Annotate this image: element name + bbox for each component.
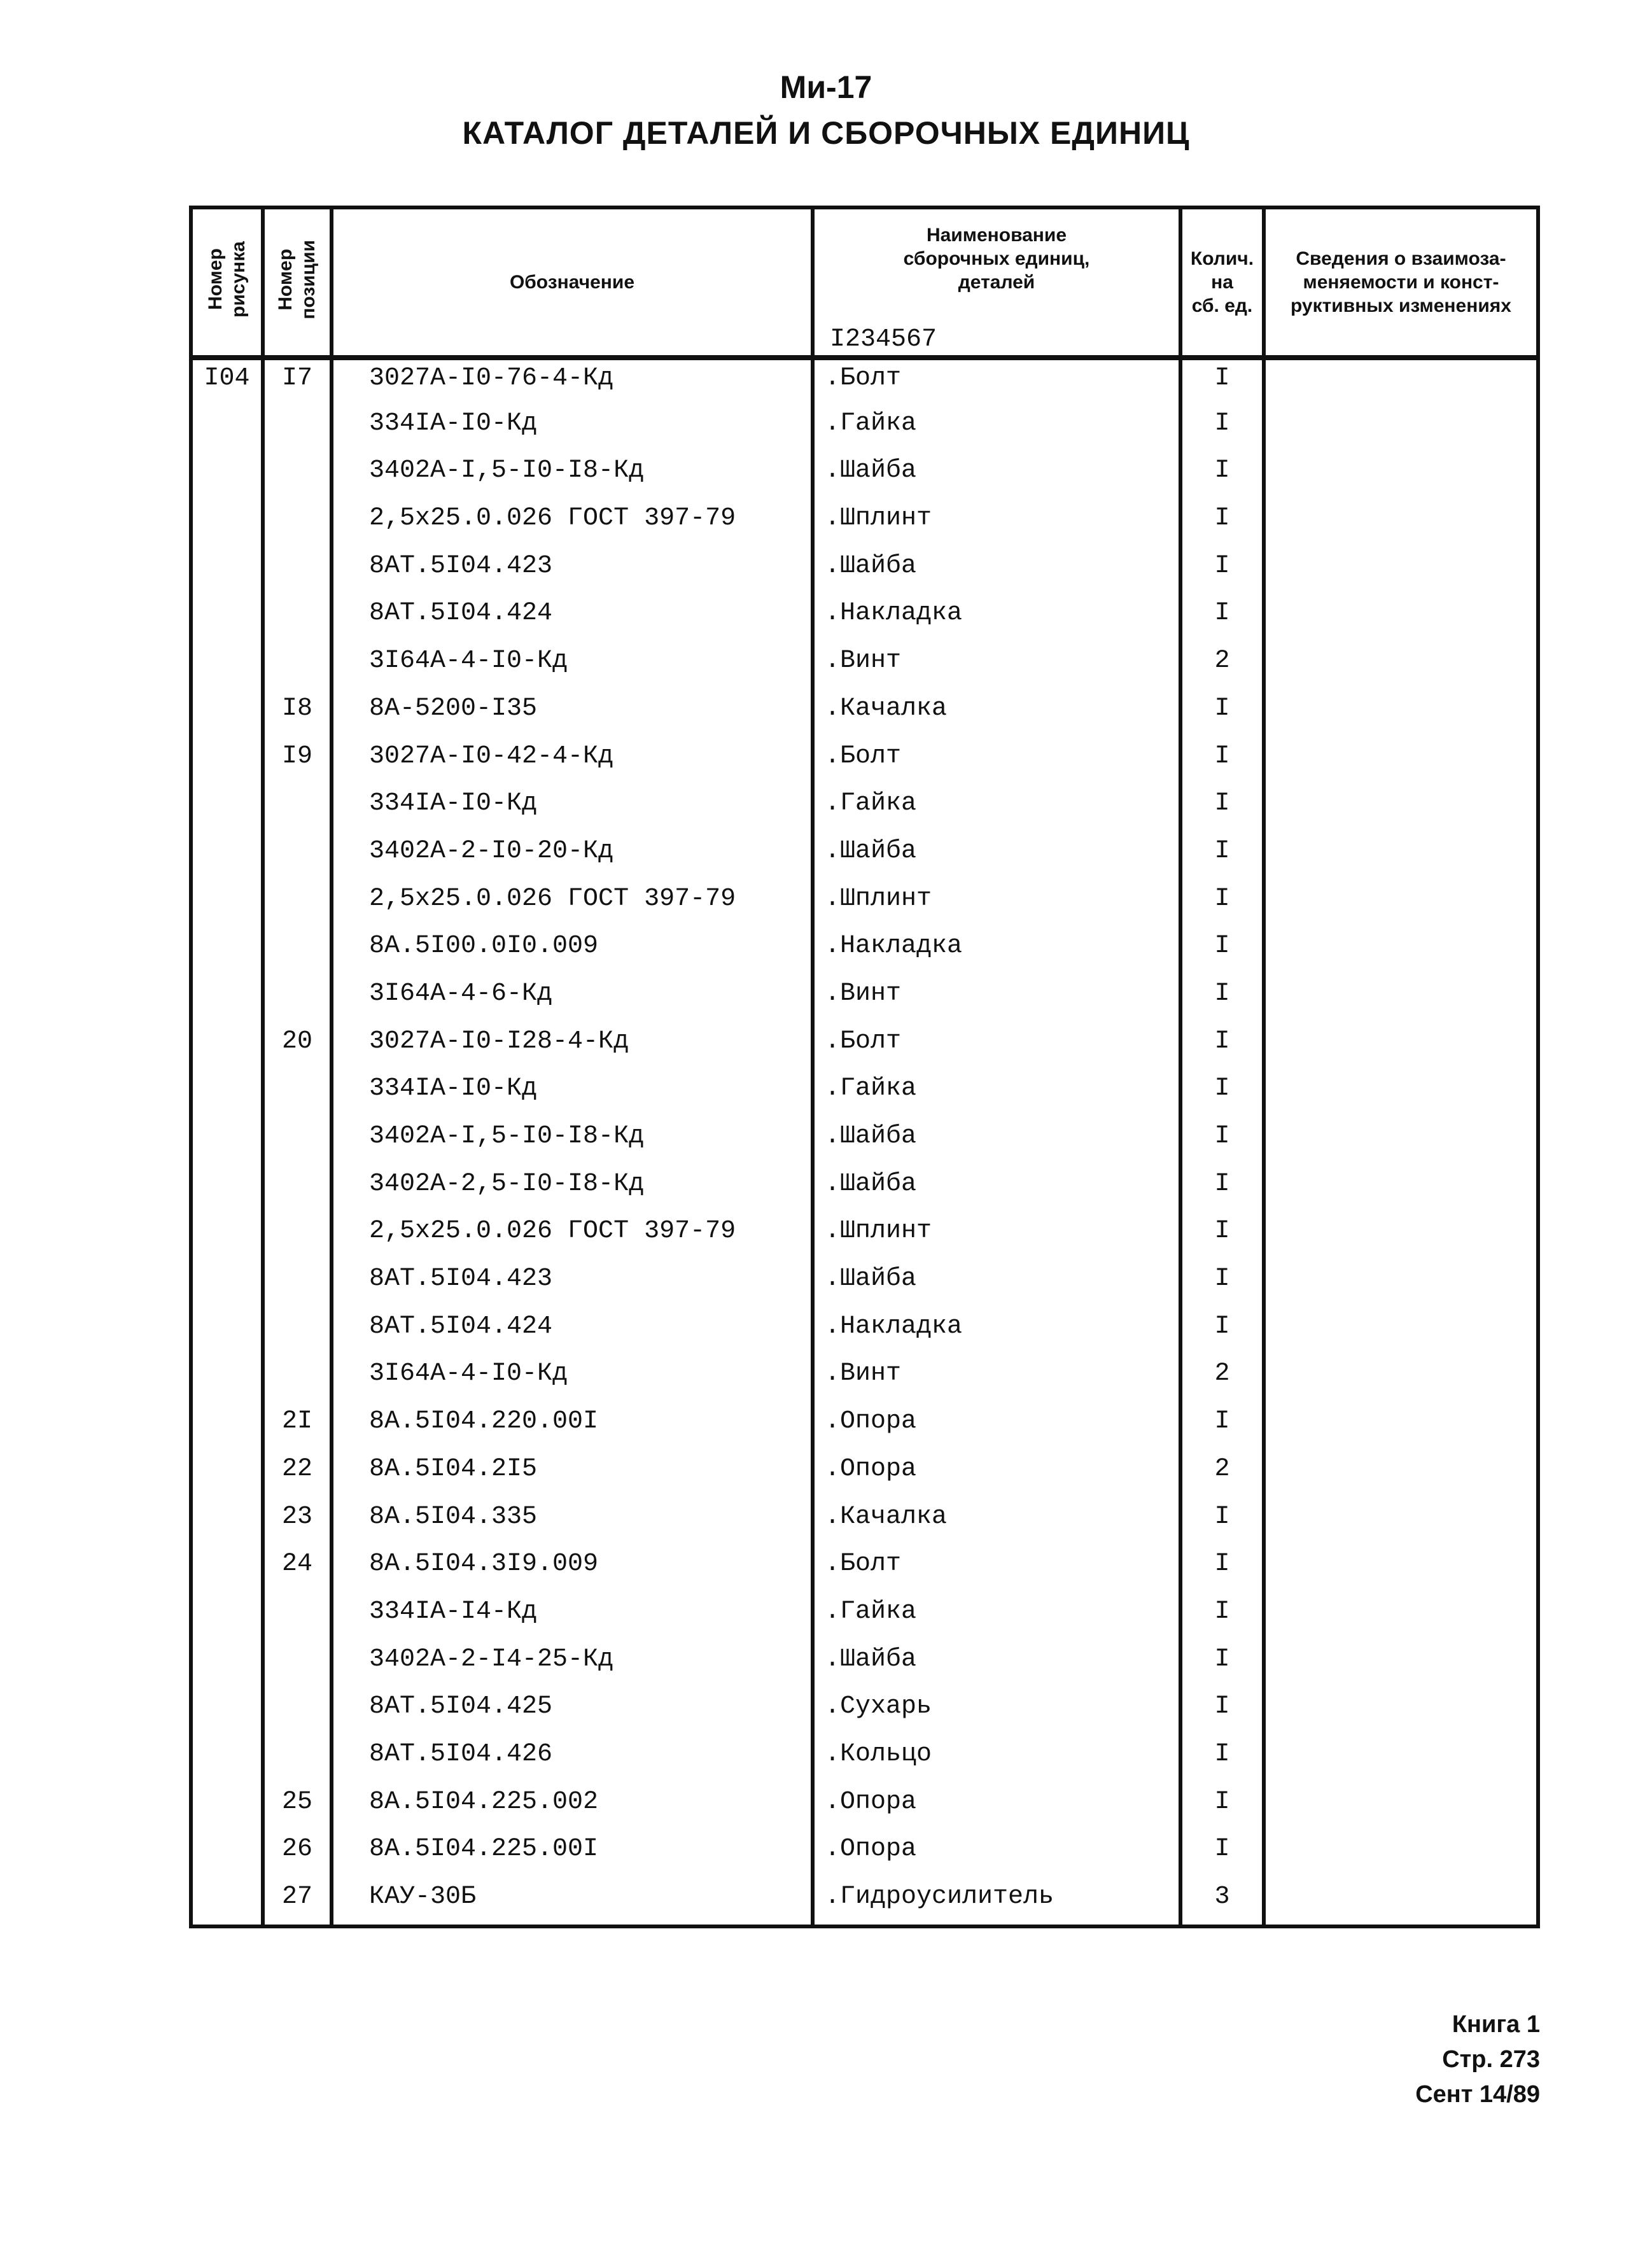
- cell-name: .Болт: [813, 358, 1180, 405]
- cell-position-number: 2I: [263, 1403, 332, 1451]
- cell-interchangeability: [1264, 548, 1538, 596]
- cell-name: .Гайка: [813, 1070, 1180, 1118]
- cell-position-number: 26: [263, 1831, 332, 1879]
- cell-interchangeability: [1264, 1451, 1538, 1499]
- cell-designation: 334IA-I4-Кд: [332, 1594, 813, 1641]
- table-row: [191, 976, 1538, 1023]
- table-row: [191, 1023, 1538, 1071]
- cell-quantity: I: [1180, 1261, 1264, 1308]
- cell-figure-number: [191, 1784, 263, 1832]
- cell-name: .Опора: [813, 1784, 1180, 1832]
- cell-name: .Шайба: [813, 548, 1180, 596]
- cell-quantity: I: [1180, 1546, 1264, 1594]
- table-row: [191, 405, 1538, 453]
- cell-figure-number: [191, 500, 263, 548]
- cell-designation: 2,5х25.0.026 ГОСТ 397-79: [332, 881, 813, 929]
- table-row: [191, 595, 1538, 643]
- cell-name: .Качалка: [813, 1499, 1180, 1546]
- cell-position-number: [263, 928, 332, 976]
- cell-position-number: [263, 595, 332, 643]
- cell-designation: 3402А-2-I4-25-Кд: [332, 1641, 813, 1689]
- cell-figure-number: [191, 1166, 263, 1214]
- cell-interchangeability: [1264, 1118, 1538, 1166]
- cell-figure-number: [191, 1261, 263, 1308]
- table-row: [191, 1546, 1538, 1594]
- cell-interchangeability: [1264, 1688, 1538, 1736]
- cell-designation: 8А.5I04.225.002: [332, 1784, 813, 1832]
- cell-position-number: 20: [263, 1023, 332, 1071]
- cell-interchangeability: [1264, 1070, 1538, 1118]
- cell-interchangeability: [1264, 881, 1538, 929]
- cell-quantity: I: [1180, 548, 1264, 596]
- cell-name: .Шайба: [813, 1166, 1180, 1214]
- footer-page-number: Стр. 273: [1442, 2046, 1540, 2073]
- cell-interchangeability: [1264, 785, 1538, 833]
- cell-designation: 8АТ.5I04.425: [332, 1688, 813, 1736]
- cell-figure-number: [191, 452, 263, 500]
- cell-designation: 334IA-I0-Кд: [332, 785, 813, 833]
- cell-figure-number: [191, 1356, 263, 1403]
- cell-designation: 8АТ.5I04.424: [332, 1308, 813, 1356]
- cell-figure-number: [191, 1499, 263, 1546]
- cell-interchangeability: [1264, 405, 1538, 453]
- cell-designation: 8А-5200-I35: [332, 691, 813, 738]
- cell-name: .Шайба: [813, 452, 1180, 500]
- cell-figure-number: [191, 1403, 263, 1451]
- cell-name: .Накладка: [813, 595, 1180, 643]
- cell-quantity: I: [1180, 452, 1264, 500]
- cell-interchangeability: [1264, 500, 1538, 548]
- column-header-figure-number: [191, 207, 263, 358]
- cell-position-number: 27: [263, 1879, 332, 1926]
- cell-quantity: I: [1180, 500, 1264, 548]
- column-header-name-label: Наименование сборочных единиц, деталей: [903, 225, 1090, 293]
- cell-position-number: [263, 976, 332, 1023]
- cell-position-number: [263, 1641, 332, 1689]
- table-row: [191, 500, 1538, 548]
- cell-figure-number: [191, 691, 263, 738]
- cell-interchangeability: [1264, 1308, 1538, 1356]
- cell-designation: 3I64А-4-I0-Кд: [332, 1356, 813, 1403]
- cell-position-number: 22: [263, 1451, 332, 1499]
- table-row: [191, 881, 1538, 929]
- cell-quantity: I: [1180, 738, 1264, 786]
- cell-quantity: I: [1180, 881, 1264, 929]
- cell-position-number: [263, 643, 332, 691]
- cell-name: .Болт: [813, 738, 1180, 786]
- cell-quantity: I: [1180, 1641, 1264, 1689]
- cell-designation: 8А.5I04.335: [332, 1499, 813, 1546]
- table-header-row: [191, 207, 1538, 358]
- cell-quantity: I: [1180, 928, 1264, 976]
- cell-designation: 3402А-2,5-I0-I8-Кд: [332, 1166, 813, 1214]
- table-row: [191, 358, 1538, 405]
- cell-designation: 3027А-I0-42-4-Кд: [332, 738, 813, 786]
- table-row: [191, 643, 1538, 691]
- table-row: [191, 1213, 1538, 1261]
- cell-interchangeability: [1264, 928, 1538, 976]
- cell-interchangeability: [1264, 1356, 1538, 1403]
- cell-name: .Опора: [813, 1451, 1180, 1499]
- cell-position-number: 23: [263, 1499, 332, 1546]
- cell-name: .Шплинт: [813, 881, 1180, 929]
- cell-name: .Гидроусилитель: [813, 1879, 1180, 1926]
- cell-quantity: I: [1180, 1403, 1264, 1451]
- cell-name: .Опора: [813, 1403, 1180, 1451]
- parts-catalog-table: [189, 206, 1540, 1928]
- cell-figure-number: [191, 1641, 263, 1689]
- cell-name: .Винт: [813, 643, 1180, 691]
- cell-quantity: I: [1180, 1118, 1264, 1166]
- cell-position-number: [263, 1070, 332, 1118]
- cell-quantity: I: [1180, 1499, 1264, 1546]
- cell-figure-number: [191, 405, 263, 453]
- cell-quantity: I: [1180, 1688, 1264, 1736]
- table-row: [191, 1403, 1538, 1451]
- cell-quantity: I: [1180, 405, 1264, 453]
- cell-designation: 3402А-I,5-I0-I8-Кд: [332, 1118, 813, 1166]
- cell-position-number: I7: [263, 358, 332, 405]
- cell-name: .Шплинт: [813, 1213, 1180, 1261]
- cell-position-number: [263, 1688, 332, 1736]
- cell-name: .Сухарь: [813, 1688, 1180, 1736]
- footer-book: Книга 1: [1452, 2011, 1540, 2038]
- cell-position-number: I8: [263, 691, 332, 738]
- column-header-quantity: Колич. на сб. ед.: [1180, 207, 1264, 358]
- cell-figure-number: [191, 976, 263, 1023]
- cell-designation: 8АТ.5I04.423: [332, 548, 813, 596]
- cell-position-number: [263, 1736, 332, 1784]
- cell-interchangeability: [1264, 358, 1538, 405]
- cell-quantity: I: [1180, 1166, 1264, 1214]
- cell-name: .Гайка: [813, 1594, 1180, 1641]
- cell-figure-number: [191, 1213, 263, 1261]
- cell-figure-number: [191, 785, 263, 833]
- cell-interchangeability: [1264, 1499, 1538, 1546]
- column-header-name-digits: I234567: [830, 325, 937, 354]
- cell-designation: 8А.5I04.225.00I: [332, 1831, 813, 1879]
- cell-name: .Опора: [813, 1831, 1180, 1879]
- cell-interchangeability: [1264, 1261, 1538, 1308]
- cell-quantity: I: [1180, 595, 1264, 643]
- table-body: [191, 358, 1538, 1926]
- table-row: [191, 1118, 1538, 1166]
- table-row: [191, 452, 1538, 500]
- cell-interchangeability: [1264, 1213, 1538, 1261]
- cell-quantity: I: [1180, 1594, 1264, 1641]
- table-row: [191, 1594, 1538, 1641]
- table-row: [191, 1879, 1538, 1926]
- cell-quantity: I: [1180, 1070, 1264, 1118]
- cell-figure-number: [191, 833, 263, 881]
- table-row: [191, 1784, 1538, 1832]
- cell-position-number: [263, 1594, 332, 1641]
- cell-position-number: I9: [263, 738, 332, 786]
- table-row: [191, 1166, 1538, 1214]
- table-row: [191, 1356, 1538, 1403]
- cell-interchangeability: [1264, 1166, 1538, 1214]
- cell-position-number: [263, 405, 332, 453]
- cell-interchangeability: [1264, 1023, 1538, 1071]
- cell-designation: 2,5х25.0.026 ГОСТ 397-79: [332, 500, 813, 548]
- document-title: Ми-17: [780, 69, 872, 105]
- cell-designation: 8АТ.5I04.423: [332, 1261, 813, 1308]
- cell-position-number: 24: [263, 1546, 332, 1594]
- cell-position-number: [263, 500, 332, 548]
- table-row: [191, 691, 1538, 738]
- table-row: [191, 1831, 1538, 1879]
- cell-interchangeability: [1264, 452, 1538, 500]
- cell-name: .Шайба: [813, 1261, 1180, 1308]
- cell-position-number: [263, 452, 332, 500]
- column-header-name: [813, 207, 1180, 358]
- table-row: [191, 833, 1538, 881]
- cell-figure-number: [191, 1546, 263, 1594]
- cell-figure-number: [191, 1070, 263, 1118]
- cell-interchangeability: [1264, 1879, 1538, 1926]
- cell-designation: 2,5х25.0.026 ГОСТ 397-79: [332, 1213, 813, 1261]
- cell-name: .Кольцо: [813, 1736, 1180, 1784]
- table-row: [191, 1736, 1538, 1784]
- cell-designation: 334IA-I0-Кд: [332, 405, 813, 453]
- cell-figure-number: [191, 643, 263, 691]
- document-subtitle: КАТАЛОГ ДЕТАЛЕЙ И СБОРОЧНЫХ ЕДИНИЦ: [462, 115, 1190, 151]
- cell-interchangeability: [1264, 1784, 1538, 1832]
- cell-figure-number: [191, 1118, 263, 1166]
- cell-position-number: 25: [263, 1784, 332, 1832]
- cell-name: .Качалка: [813, 691, 1180, 738]
- cell-quantity: 2: [1180, 1451, 1264, 1499]
- cell-designation: 334IA-I0-Кд: [332, 1070, 813, 1118]
- cell-quantity: I: [1180, 1308, 1264, 1356]
- cell-designation: 3I64А-4-I0-Кд: [332, 643, 813, 691]
- cell-quantity: 3: [1180, 1879, 1264, 1926]
- cell-quantity: I: [1180, 1213, 1264, 1261]
- cell-figure-number: [191, 1879, 263, 1926]
- cell-interchangeability: [1264, 1594, 1538, 1641]
- table-row: [191, 1070, 1538, 1118]
- table-row: [191, 1499, 1538, 1546]
- cell-quantity: I: [1180, 1831, 1264, 1879]
- cell-figure-number: [191, 928, 263, 976]
- cell-designation: 3402А-I,5-I0-I8-Кд: [332, 452, 813, 500]
- cell-designation: 3027А-I0-76-4-Кд: [332, 358, 813, 405]
- column-header-figure-number-label: Номер рисунка: [204, 241, 249, 318]
- cell-figure-number: [191, 1831, 263, 1879]
- cell-name: .Шайба: [813, 1118, 1180, 1166]
- cell-figure-number: [191, 595, 263, 643]
- cell-interchangeability: [1264, 1831, 1538, 1879]
- cell-figure-number: [191, 1594, 263, 1641]
- cell-figure-number: [191, 1736, 263, 1784]
- cell-name: .Накладка: [813, 928, 1180, 976]
- cell-figure-number: [191, 1023, 263, 1071]
- cell-figure-number: [191, 881, 263, 929]
- cell-interchangeability: [1264, 1641, 1538, 1689]
- table-row: [191, 928, 1538, 976]
- cell-designation: 8А.5I04.3I9.009: [332, 1546, 813, 1594]
- cell-name: .Шайба: [813, 833, 1180, 881]
- cell-designation: 8А.5I04.220.00I: [332, 1403, 813, 1451]
- cell-interchangeability: [1264, 691, 1538, 738]
- cell-name: .Болт: [813, 1546, 1180, 1594]
- cell-quantity: I: [1180, 1784, 1264, 1832]
- cell-position-number: [263, 1308, 332, 1356]
- cell-name: .Накладка: [813, 1308, 1180, 1356]
- cell-quantity: I: [1180, 976, 1264, 1023]
- table-row: [191, 1641, 1538, 1689]
- table-row: [191, 1688, 1538, 1736]
- cell-position-number: [263, 1166, 332, 1214]
- table-row: [191, 1451, 1538, 1499]
- cell-position-number: [263, 1261, 332, 1308]
- cell-name: .Шплинт: [813, 500, 1180, 548]
- cell-designation: 3027А-I0-I28-4-Кд: [332, 1023, 813, 1071]
- cell-interchangeability: [1264, 1403, 1538, 1451]
- cell-interchangeability: [1264, 595, 1538, 643]
- cell-designation: КАУ-30Б: [332, 1879, 813, 1926]
- column-header-designation: Обозначение: [332, 207, 813, 358]
- cell-figure-number: [191, 1451, 263, 1499]
- cell-name: .Болт: [813, 1023, 1180, 1071]
- cell-position-number: [263, 548, 332, 596]
- cell-designation: 3402А-2-I0-20-Кд: [332, 833, 813, 881]
- cell-name: .Винт: [813, 976, 1180, 1023]
- cell-interchangeability: [1264, 976, 1538, 1023]
- cell-quantity: 2: [1180, 643, 1264, 691]
- table-row: [191, 1261, 1538, 1308]
- cell-designation: 8А.5I00.0I0.009: [332, 928, 813, 976]
- column-header-interchangeability: Сведения о взаимоза- меняемости и конст- руктивных изменениях: [1264, 207, 1538, 358]
- cell-figure-number: [191, 1308, 263, 1356]
- cell-position-number: [263, 785, 332, 833]
- cell-designation: 8А.5I04.2I5: [332, 1451, 813, 1499]
- cell-interchangeability: [1264, 1546, 1538, 1594]
- footer-revision-date: Сент 14/89: [1415, 2081, 1540, 2108]
- cell-name: .Гайка: [813, 785, 1180, 833]
- cell-designation: 8АТ.5I04.426: [332, 1736, 813, 1784]
- cell-designation: 3I64А-4-6-Кд: [332, 976, 813, 1023]
- cell-figure-number: [191, 738, 263, 786]
- cell-position-number: [263, 881, 332, 929]
- cell-figure-number: I04: [191, 358, 263, 405]
- cell-quantity: 2: [1180, 1356, 1264, 1403]
- cell-quantity: I: [1180, 1736, 1264, 1784]
- cell-quantity: I: [1180, 691, 1264, 738]
- cell-interchangeability: [1264, 833, 1538, 881]
- cell-name: .Гайка: [813, 405, 1180, 453]
- table-row: [191, 1308, 1538, 1356]
- column-header-position-number-label: Номер позиции: [275, 239, 319, 319]
- cell-position-number: [263, 833, 332, 881]
- column-header-position-number: [263, 207, 332, 358]
- cell-position-number: [263, 1118, 332, 1166]
- cell-quantity: I: [1180, 785, 1264, 833]
- cell-position-number: [263, 1213, 332, 1261]
- cell-figure-number: [191, 1688, 263, 1736]
- cell-name: .Шайба: [813, 1641, 1180, 1689]
- table-row: [191, 785, 1538, 833]
- cell-figure-number: [191, 548, 263, 596]
- table-row: [191, 738, 1538, 786]
- cell-quantity: I: [1180, 358, 1264, 405]
- cell-interchangeability: [1264, 738, 1538, 786]
- cell-quantity: I: [1180, 833, 1264, 881]
- table-row: [191, 548, 1538, 596]
- cell-name: .Винт: [813, 1356, 1180, 1403]
- cell-designation: 8АТ.5I04.424: [332, 595, 813, 643]
- cell-quantity: I: [1180, 1023, 1264, 1071]
- cell-interchangeability: [1264, 1736, 1538, 1784]
- cell-interchangeability: [1264, 643, 1538, 691]
- cell-position-number: [263, 1356, 332, 1403]
